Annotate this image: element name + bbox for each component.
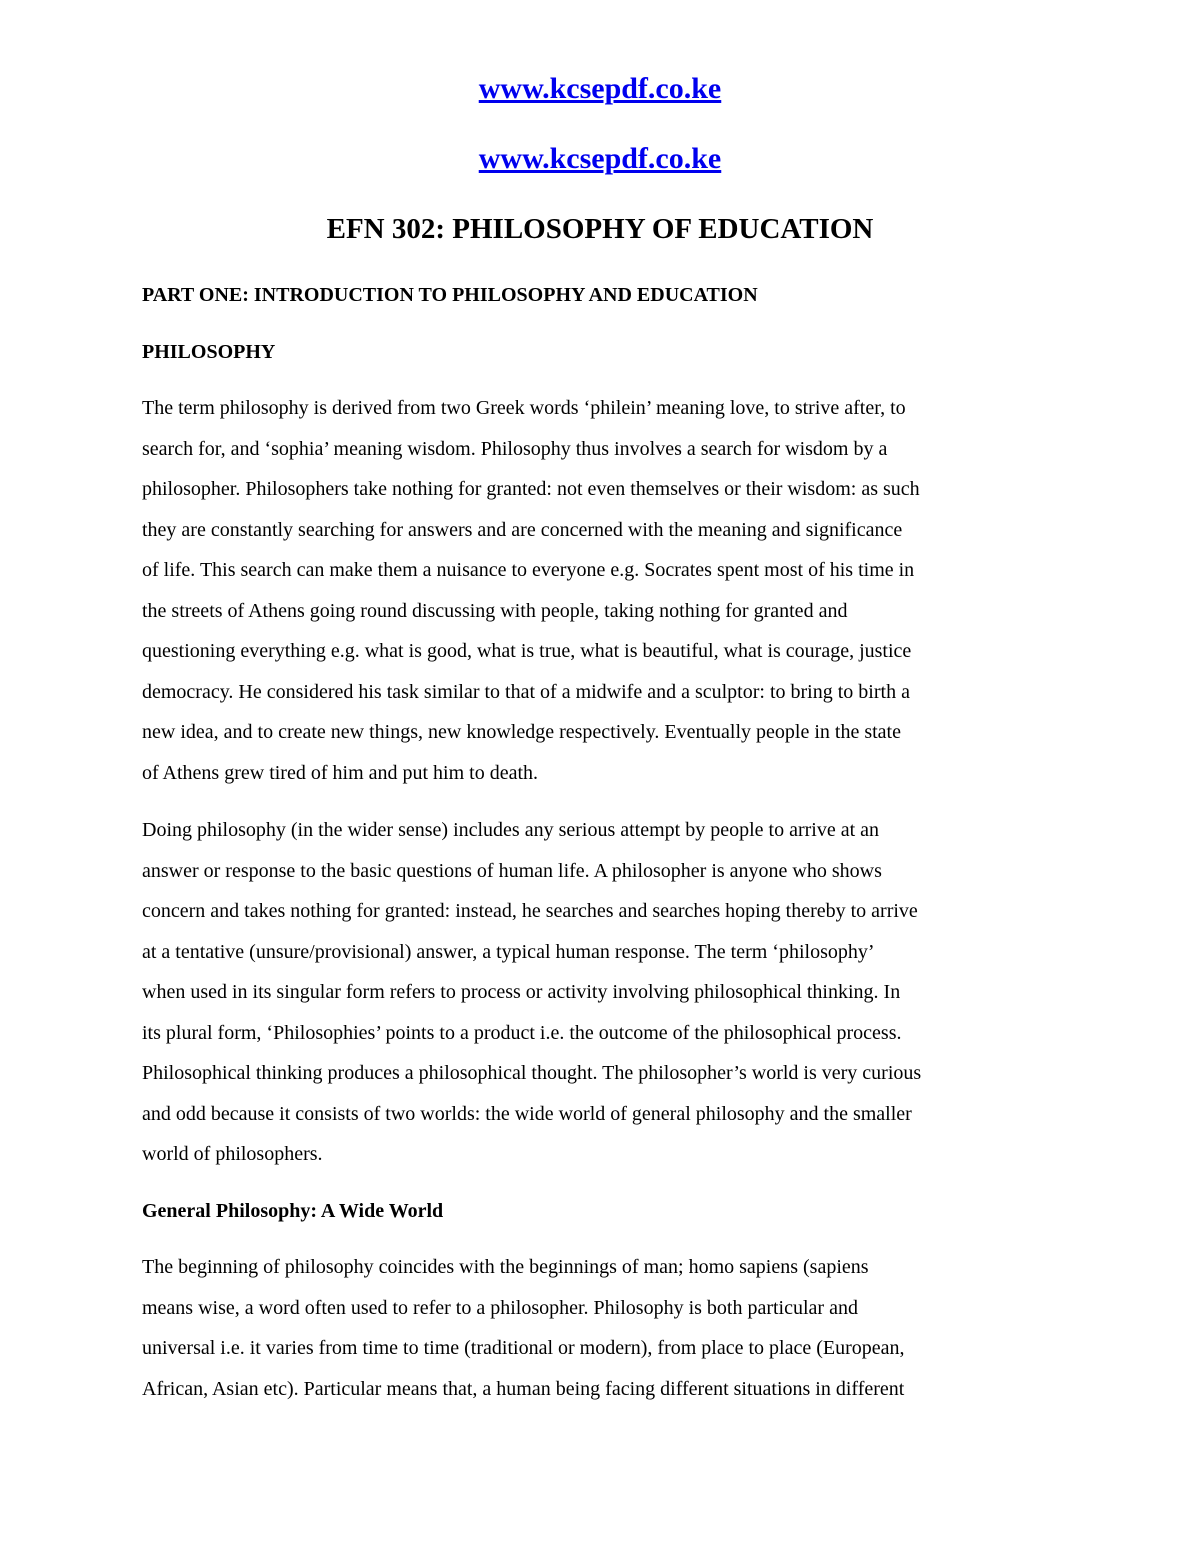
section-heading-general-philosophy: General Philosophy: A Wide World: [142, 1200, 444, 1222]
text-line: means wise, a word often used to refer to a philosopher. Philosophy is both particular and: [142, 1296, 858, 1319]
text-line: African, Asian etc). Particular means that, a human being facing different situations in different: [142, 1377, 905, 1400]
text-line: search for, and ‘sophia’ meaning wisdom. Philosophy thus involves a search for wisdom by a: [142, 437, 888, 460]
text-line: universal i.e. it varies from time to time (traditional or modern), from place to place (European,: [142, 1337, 905, 1359]
paragraph-beginning-of-philosophy: [142, 1247, 1082, 1409]
paragraph-philosophy-definition: [142, 388, 1082, 793]
text-line: the streets of Athens going round discussing with people, taking nothing for granted and: [142, 599, 848, 622]
text-line: answer or response to the basic questions of human life. A philosopher is anyone who shows: [142, 859, 882, 882]
text-line: of Athens grew tired of him and put him to death.: [142, 761, 539, 784]
paragraph-doing-philosophy: [142, 810, 1082, 1175]
text-line: concern and takes nothing for granted: instead, he searches and searches hoping thereby to arrive: [142, 900, 918, 922]
text-line: Doing philosophy (in the wider sense) includes any serious attempt by people to arrive at an: [142, 819, 880, 841]
text-line: its plural form, ‘Philosophies’ points to a product i.e. the outcome of the philosophical process.: [142, 1021, 902, 1044]
text-line: at a tentative (unsure/provisional) answer, a typical human response. The term ‘philosophy’: [142, 940, 875, 963]
text-line: of life. This search can make them a nuisance to everyone e.g. Socrates spent most of his time in: [142, 559, 915, 581]
section-heading-philosophy: PHILOSOPHY: [142, 341, 276, 363]
text-line: new idea, and to create new things, new knowledge respectively. Eventually people in the state: [142, 721, 901, 743]
text-line: democracy. He considered his task similar to that of a midwife and a sculptor: to bring to birth a: [142, 680, 910, 703]
website-link[interactable]: www.kcsepdf.co.ke: [478, 142, 722, 175]
text-line: questioning everything e.g. what is good, what is true, what is beautiful, what is courage, justice: [142, 640, 912, 662]
part-heading: PART ONE: INTRODUCTION TO PHILOSOPHY AND EDUCATION: [142, 284, 758, 306]
text-line: Philosophical thinking produces a philosophical thought. The philosopher’s world is very curious: [142, 1062, 922, 1084]
text-line: when used in its singular form refers to process or activity involving philosophical thinking. In: [142, 981, 901, 1003]
text-line: The beginning of philosophy coincides with the beginnings of man; homo sapiens (sapiens: [142, 1256, 869, 1278]
document-title: EFN 302: PHILOSOPHY OF EDUCATION: [326, 213, 874, 245]
text-line: philosopher. Philosophers take nothing for granted: not even themselves or their wisdom: as such: [142, 478, 920, 500]
text-line: and odd because it consists of two worlds: the wide world of general philosophy and the smaller: [142, 1102, 912, 1125]
text-line: The term philosophy is derived from two Greek words ‘philein’ meaning love, to strive after, to: [142, 397, 906, 419]
text-line: world of philosophers.: [142, 1143, 323, 1165]
website-link[interactable]: www.kcsepdf.co.ke: [478, 72, 722, 105]
text-line: they are constantly searching for answers and are concerned with the meaning and significance: [142, 518, 903, 541]
